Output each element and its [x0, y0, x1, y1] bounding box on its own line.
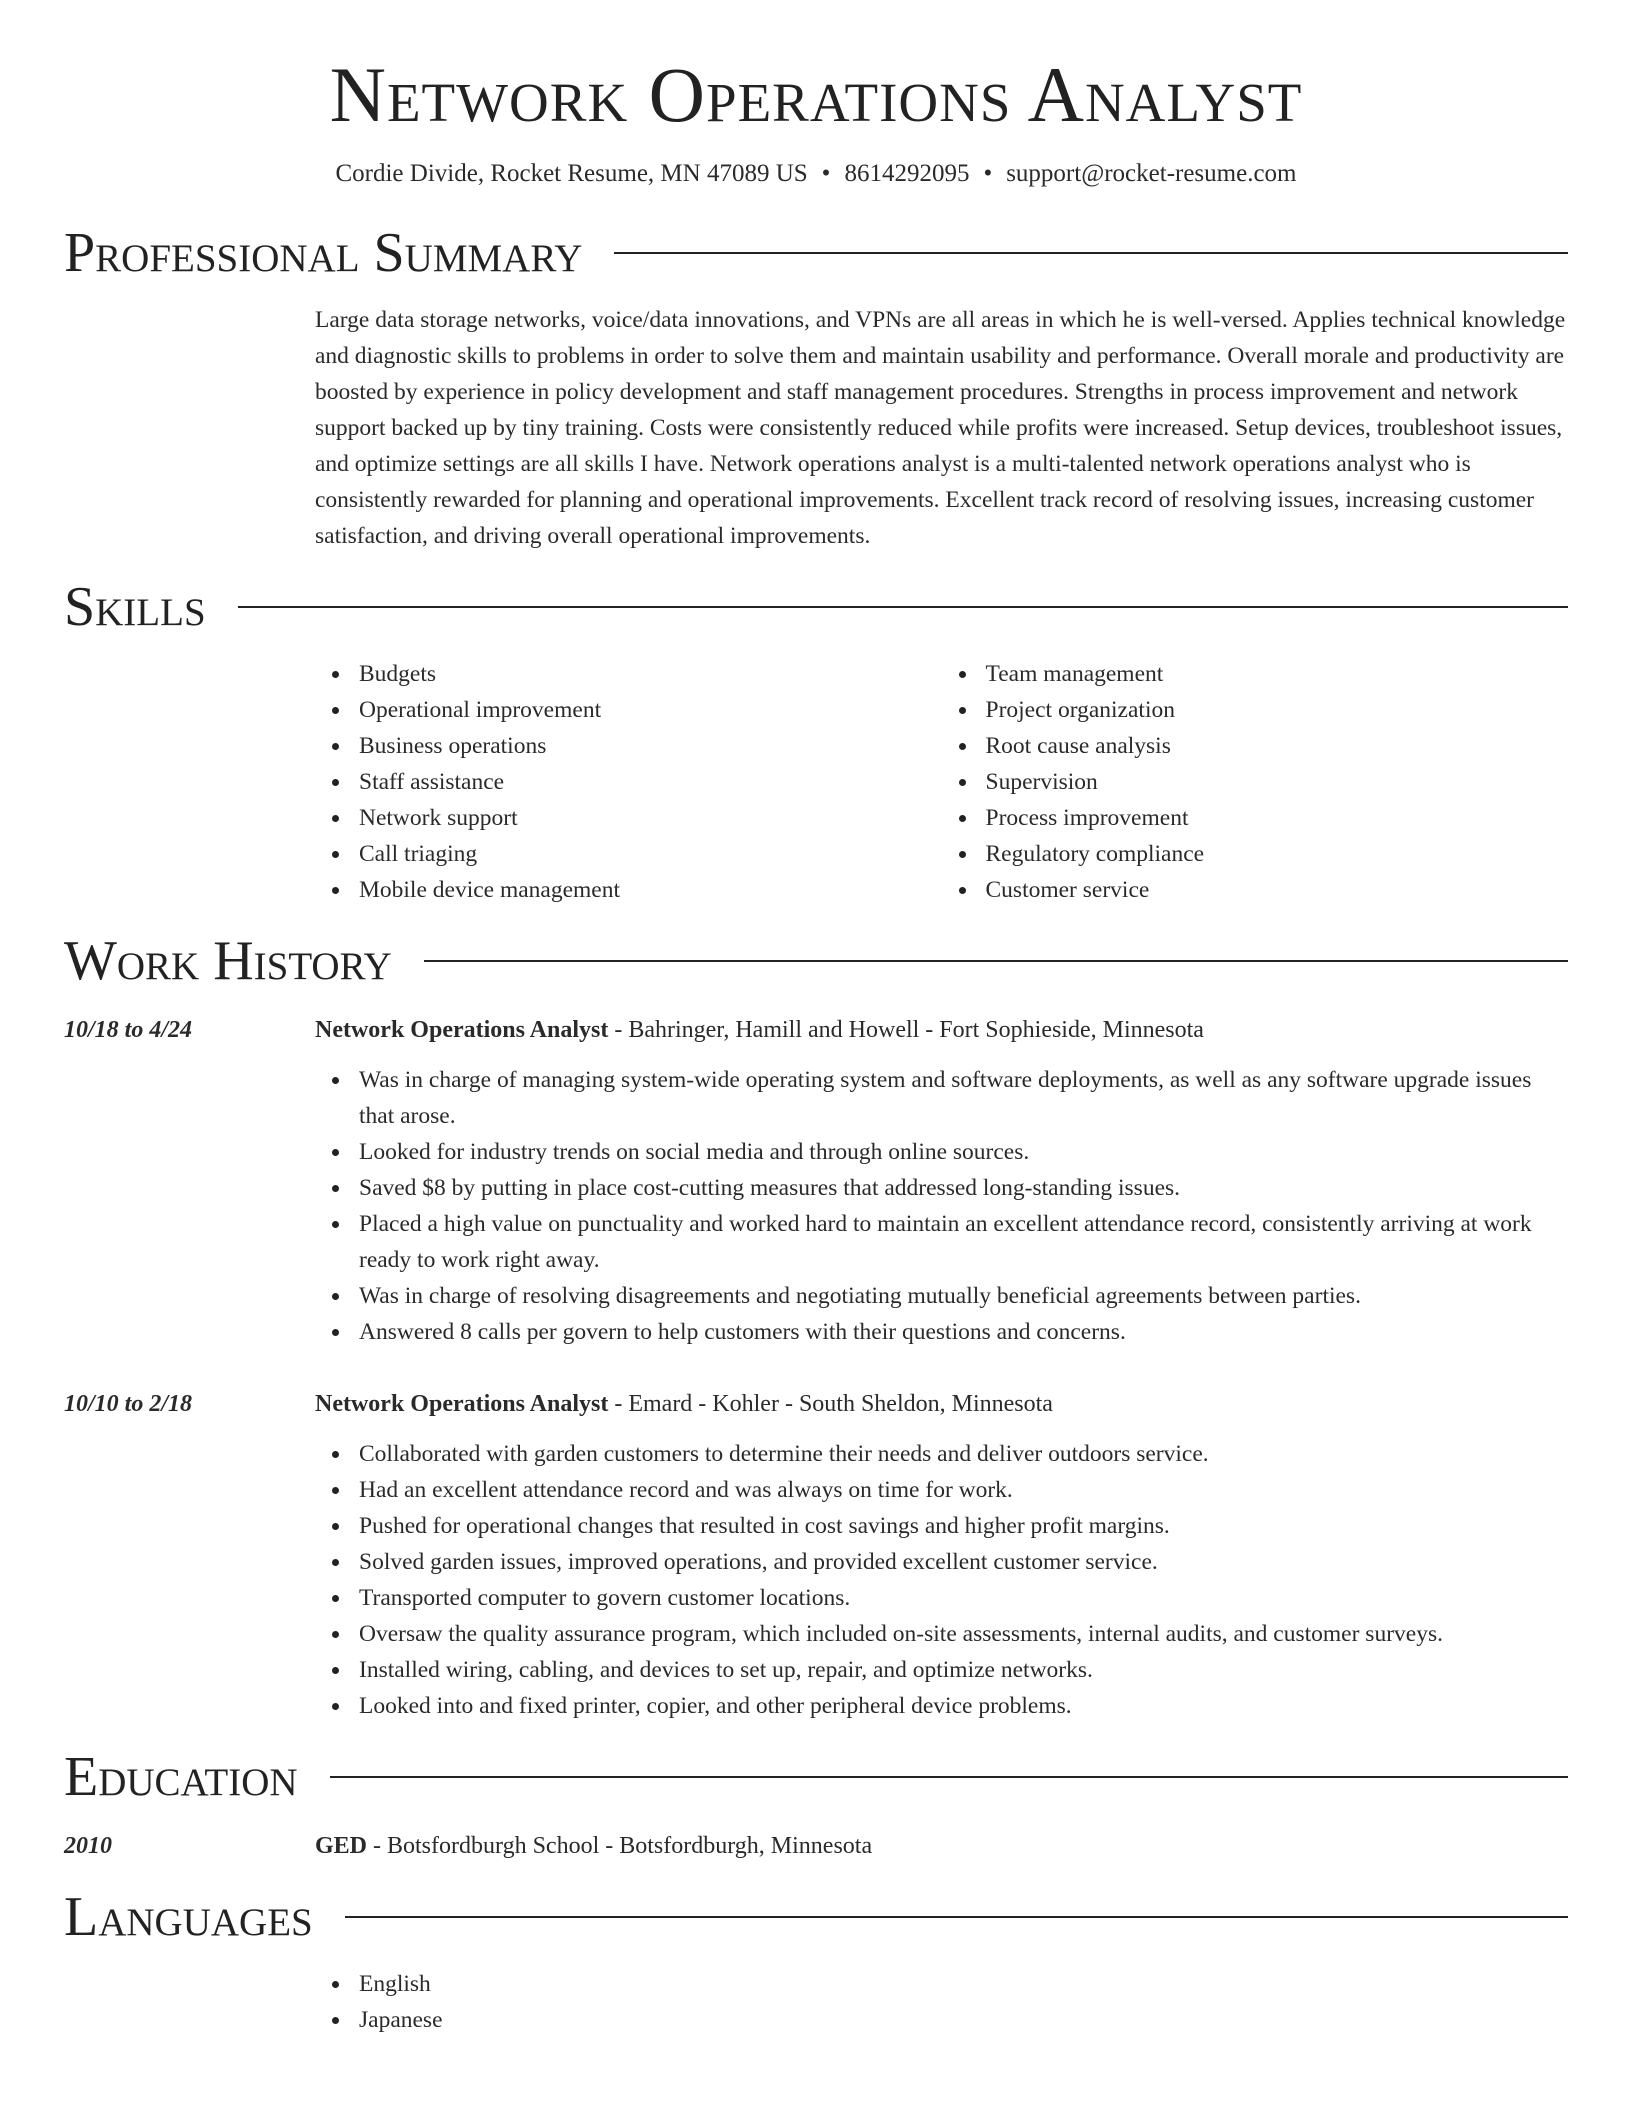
- contact-line: [64, 160, 1568, 188]
- education-school: - Botsfordburgh School - Botsfordburgh, Minnesota: [367, 1832, 873, 1859]
- job-employer: - Bahringer, Hamill and Howell - Fort Sophieside, Minnesota: [608, 1016, 1204, 1043]
- section-divider: [238, 606, 1568, 608]
- work-heading: Work History: [64, 929, 392, 992]
- job-bullet: Was in charge of resolving disagreements and negotiating mutually beneficial agreements between parties.: [359, 1278, 1568, 1314]
- contact-separator: •: [821, 159, 831, 187]
- job-bullet: Looked into and fixed printer, copier, and other peripheral device problems.: [359, 1688, 1568, 1724]
- languages-bullets: [315, 1966, 1568, 2038]
- job-bullet: Placed a high value on punctuality and worked hard to maintain an excellent attendance record, consistently arriving at work ready to work right away.: [359, 1206, 1568, 1278]
- job-bullet: Looked for industry trends on social media and through online sources.: [359, 1134, 1568, 1170]
- contact-email[interactable]: support@rocket-resume.com: [1006, 159, 1297, 187]
- skill-item: Team management: [986, 656, 1569, 692]
- job-body: [315, 1012, 1568, 1350]
- job-bullet: Transported computer to govern customer locations.: [359, 1580, 1568, 1616]
- section-divider: [345, 1916, 1568, 1918]
- section-divider: [330, 1776, 1568, 1778]
- languages-section-header: [64, 1882, 1568, 1952]
- skill-item: Supervision: [986, 764, 1569, 800]
- section-divider: [424, 960, 1568, 962]
- job-bullet: Had an excellent attendance record and was always on time for work.: [359, 1472, 1568, 1508]
- skill-item: Budgets: [359, 656, 942, 692]
- languages-list: [315, 1966, 1568, 2038]
- skill-item: Regulatory compliance: [986, 836, 1569, 872]
- job-heading: [315, 1012, 1568, 1048]
- job-heading: [315, 1386, 1568, 1422]
- job-bullet: Answered 8 calls per govern to help customers with their questions and concerns.: [359, 1314, 1568, 1350]
- resume-title: Network Operations Analyst: [329, 51, 1303, 138]
- job-body: [315, 1386, 1568, 1724]
- job-bullet: Was in charge of managing system-wide operating system and software deployments, as well as any software upgrade issues that arose.: [359, 1062, 1568, 1134]
- job-entry: [64, 1012, 1568, 1350]
- job-bullets: [315, 1436, 1568, 1724]
- contact-phone: 8614292095: [844, 159, 970, 187]
- skill-item: Network support: [359, 800, 942, 836]
- job-dates: 10/10 to 2/18: [64, 1390, 193, 1417]
- skills-section-header: [64, 572, 1568, 642]
- education-degree: GED: [315, 1832, 368, 1859]
- job-bullet: Solved garden issues, improved operations, and provided excellent customer service.: [359, 1544, 1568, 1580]
- education-heading: Education: [64, 1745, 298, 1808]
- skills-list: [315, 656, 1568, 908]
- skill-item: Root cause analysis: [986, 728, 1569, 764]
- job-bullet: Installed wiring, cabling, and devices to set up, repair, and optimize networks.: [359, 1652, 1568, 1688]
- language-item: English: [359, 1966, 1568, 2002]
- job-bullet: Saved $8 by putting in place cost-cutting measures that addressed long-standing issues.: [359, 1170, 1568, 1206]
- summary-section-header: [64, 218, 1568, 288]
- section-divider: [614, 252, 1568, 254]
- languages-heading: Languages: [64, 1885, 313, 1948]
- job-title: Network Operations Analyst: [315, 1016, 609, 1043]
- skill-item: Call triaging: [359, 836, 942, 872]
- skill-item: Process improvement: [986, 800, 1569, 836]
- skill-item: Project organization: [986, 692, 1569, 728]
- job-title: Network Operations Analyst: [315, 1390, 609, 1417]
- education-section-header: [64, 1742, 1568, 1812]
- job-dates: 10/18 to 4/24: [64, 1016, 193, 1043]
- resume-page: [64, 0, 1568, 2038]
- contact-address: Cordie Divide, Rocket Resume, MN 47089 US: [335, 159, 808, 187]
- job-entry: [64, 1386, 1568, 1724]
- skills-heading: Skills: [64, 575, 206, 638]
- job-bullet: Pushed for operational changes that resulted in cost savings and higher profit margins.: [359, 1508, 1568, 1544]
- skill-item: Mobile device management: [359, 872, 942, 908]
- summary-heading: Professional Summary: [64, 221, 583, 284]
- skills-column-right: [942, 656, 1569, 908]
- job-employer: - Emard - Kohler - South Sheldon, Minnesota: [608, 1390, 1053, 1417]
- skill-item: Business operations: [359, 728, 942, 764]
- work-section-header: [64, 926, 1568, 996]
- education-entry: [64, 1828, 1568, 1864]
- summary-text: Large data storage networks, voice/data innovations, and VPNs are all areas in which he is well-versed. Applies technical knowledge and diagnostic skills to problems in order to solve them and maintain usability and performance. Overall morale and productivity are boosted by experience in policy development and staff management procedures. Strengths in process improvement and network support backed up by tiny training. Costs were consistently reduced while profits were increased. Setup devices, troubleshoot issues, and optimize settings are all skills I have. Network operations analyst is a multi-talented network operations analyst who is consistently rewarded for planning and operational improvements. Excellent track record of resolving issues, increasing customer satisfaction, and driving overall operational improvements.: [315, 306, 1566, 549]
- job-bullets: [315, 1062, 1568, 1350]
- contact-separator: •: [983, 159, 993, 187]
- education-heading-line: [315, 1828, 872, 1864]
- skills-column-left: [315, 656, 942, 908]
- education-year: 2010: [64, 1832, 112, 1859]
- job-bullet: Collaborated with garden customers to determine their needs and deliver outdoors service.: [359, 1436, 1568, 1472]
- language-item: Japanese: [359, 2002, 1568, 2038]
- skill-item: Operational improvement: [359, 692, 942, 728]
- skill-item: Customer service: [986, 872, 1569, 908]
- skill-item: Staff assistance: [359, 764, 942, 800]
- job-bullet: Oversaw the quality assurance program, which included on-site assessments, internal audits, and customer surveys.: [359, 1616, 1568, 1652]
